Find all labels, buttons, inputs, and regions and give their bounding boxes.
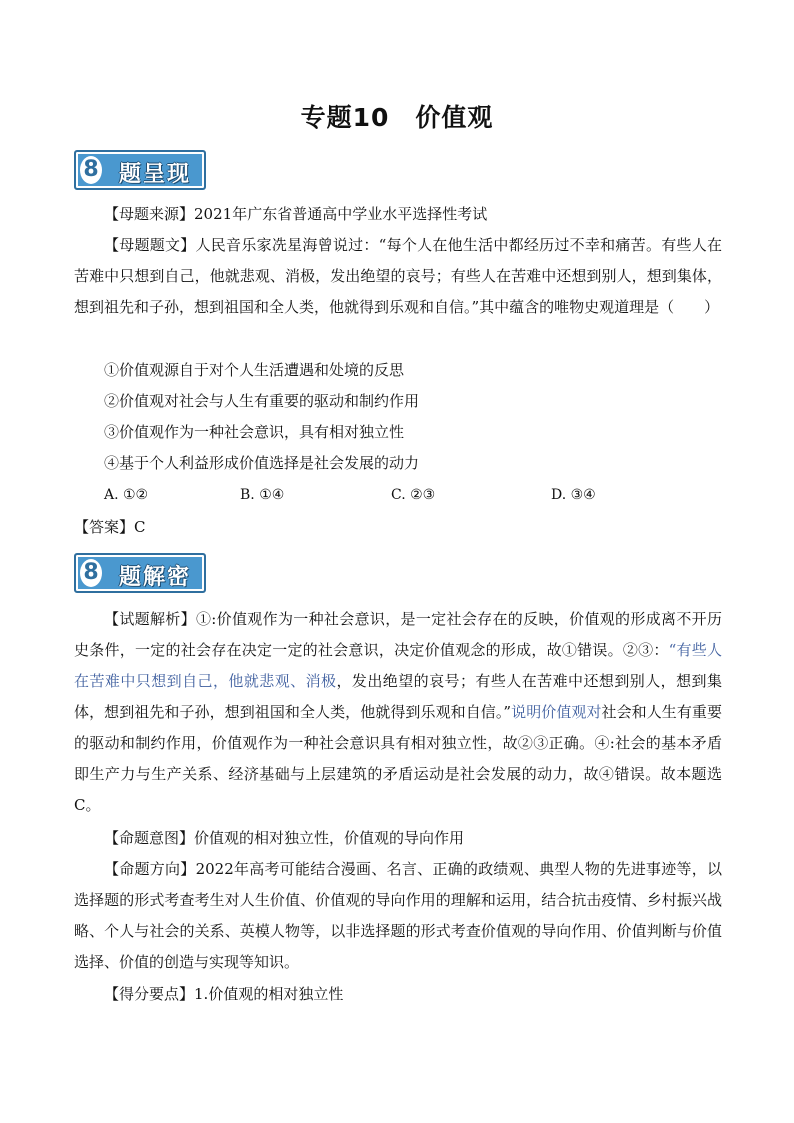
analysis-quote-highlight: “有些人在苦难中只想到自己，他就悲观、消极 bbox=[74, 641, 722, 690]
section-banner-analysis bbox=[74, 553, 206, 593]
page-title: 专题10 价值观 bbox=[300, 103, 494, 132]
analysis-label: 【试题解析】 bbox=[104, 610, 196, 628]
banner-label: 题解密 bbox=[118, 565, 191, 590]
option-d: D. ③④ bbox=[551, 487, 596, 503]
analysis-quote: ，发出绝望的哀号；有些人在苦难中还想到别人，想到集体，想到祖先和子孙，想到祖国和全人类，他就得到乐观和自信。” bbox=[74, 672, 722, 721]
analysis-part2: 社会和人生有重要的驱动和制约作用，价值观作为一种社会意识具有相对独立性，故②③正确。④:社会的基本矛盾即生产力与生产关系、经济基础与上层建筑的矛盾运动是社会发展的动力，故④错误。故本题选C。 bbox=[74, 703, 722, 814]
points-label: 【得分要点】 bbox=[104, 985, 195, 1003]
intent-label: 【命题意图】 bbox=[104, 829, 195, 847]
statement-2: ②价值观对社会与人生有重要的驱动和制约作用 bbox=[104, 392, 420, 410]
intent-paragraph bbox=[74, 823, 722, 854]
question-label: 【母题题文】 bbox=[104, 236, 196, 254]
points-text: 1.价值观的相对独立性 bbox=[194, 985, 344, 1003]
section-banner-question bbox=[74, 150, 206, 190]
answer-value: C bbox=[134, 518, 146, 536]
answer-line bbox=[74, 512, 722, 543]
banner-label: 题呈现 bbox=[118, 162, 191, 187]
question-paragraph bbox=[74, 230, 722, 323]
statement-3: ③价值观作为一种社会意识，具有相对独立性 bbox=[104, 423, 405, 441]
source-label: 【母题来源】 bbox=[104, 205, 195, 223]
analysis-paragraph bbox=[74, 604, 722, 821]
analysis-part1: ①:价值观作为一种社会意识，是一定社会存在的反映，价值观的形成离不开历史条件，一定的社会存在决定一定的社会意识，决定价值观念的形成，故①错误。②③： bbox=[74, 610, 722, 659]
points-paragraph bbox=[74, 979, 722, 1010]
direction-paragraph bbox=[74, 854, 722, 978]
option-b: B. ①④ bbox=[240, 487, 285, 503]
statement-4: ④基于个人利益形成价值选择是社会发展的动力 bbox=[104, 454, 420, 472]
question-text: 人民音乐家冼星海曾说过：“每个人在他生活中都经历过不幸和痛苦。有些人在苦难中只想到自己，他就悲观、消极，发出绝望的哀号；有些人在苦难中还想到别人，想到集体，想到祖先和子孙，想到祖国和全人类，他就得到乐观和自信。”其中蕴含的唯物史观道理是（ ） bbox=[74, 236, 722, 316]
source-paragraph bbox=[74, 199, 722, 230]
source-text: 2021年广东省普通高中学业水平选择性考试 bbox=[194, 205, 488, 223]
banner-logo-icon: 8 bbox=[80, 156, 102, 184]
statement-1: ①价值观源自于对个人生活遭遇和处境的反思 bbox=[104, 361, 405, 379]
direction-label: 【命题方向】 bbox=[104, 860, 196, 878]
intent-text: 价值观的相对独立性，价值观的导向作用 bbox=[194, 829, 465, 847]
banner-logo-icon: 8 bbox=[80, 559, 102, 587]
answer-label: 【答案】 bbox=[74, 518, 135, 536]
direction-text: 2022年高考可能结合漫画、名言、正确的政绩观、典型人物的先进事迹等，以选择题的形式考查考生对人生价值、价值观的导向作用的理解和运用，结合抗击疫情、乡村振兴战略、个人与社会的关系、英模人物等，以非选择题的形式考查价值观的导向作用、价值判断与价值选择、价值的创造与实现等知识。 bbox=[74, 860, 722, 971]
answer-options bbox=[104, 480, 724, 511]
analysis-highlight: 说明价值观对 bbox=[511, 703, 602, 721]
option-a: A. ①② bbox=[104, 487, 149, 503]
option-c: C. ②③ bbox=[391, 487, 436, 503]
